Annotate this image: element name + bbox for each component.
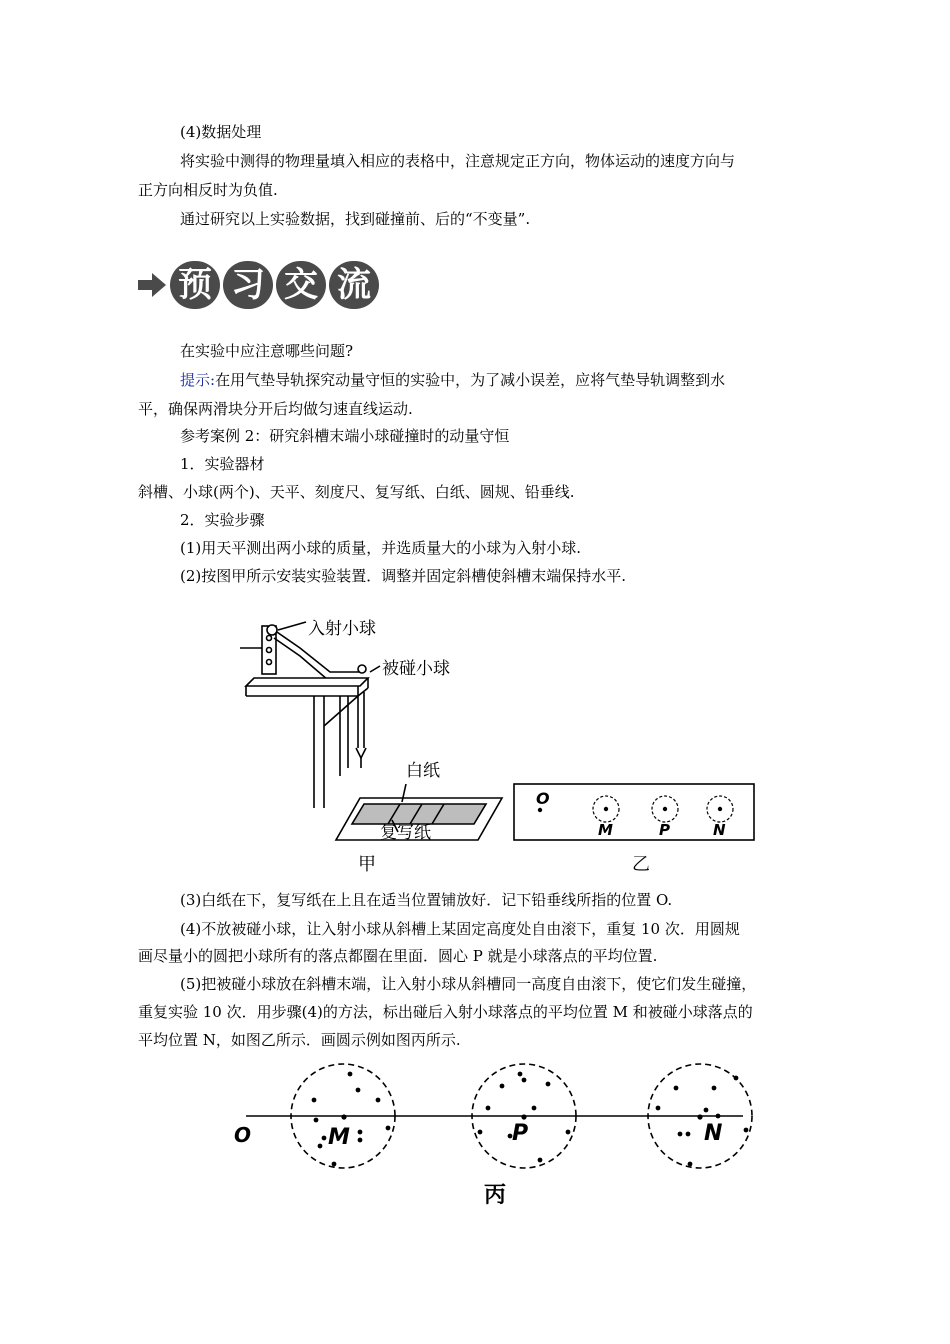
point-m xyxy=(604,807,608,811)
step-4: (4)不放被碰小球，让入射小球从斜槽上某固定高度处自由滚下，重复 10 次．用圆规 xyxy=(180,920,740,938)
paragraph-line: 将实验中测得的物理量填入相应的表格中，注意规定正方向，物体运动的速度方向与 xyxy=(180,152,736,170)
hint-label: 提示: xyxy=(180,371,216,389)
step-2: (2)按图甲所示安装实验装置．调整并固定斜槽使斜槽末端保持水平. xyxy=(180,567,627,585)
label-incident-ball: 入射小球 xyxy=(308,619,376,639)
label-p: P xyxy=(512,1121,529,1146)
arrow-icon xyxy=(138,273,168,297)
figure-circle-example xyxy=(228,1060,763,1210)
case-title: 参考案例 2：研究斜槽末端小球碰撞时的动量守恒 xyxy=(180,427,510,445)
point-o-label: O xyxy=(536,789,550,808)
label-m: M xyxy=(328,1125,350,1150)
steps-heading: 2．实验步骤 xyxy=(180,511,265,529)
figure-landing-points xyxy=(512,780,757,880)
step-1: (1)用天平测出两小球的质量，并选质量大的小球为入射小球. xyxy=(180,539,582,557)
label-target-ball: 被碰小球 xyxy=(382,659,450,679)
step-5: (5)把被碰小球放在斜槽末端，让入射小球从斜槽同一高度自由滚下，使它们发生碰撞， xyxy=(180,975,757,993)
banner-char: 习 xyxy=(223,261,273,309)
hint-text: 在用气垫导轨探究动量守恒的实验中，为了减小误差，应将气垫导轨调整到水 xyxy=(215,371,726,389)
hint-line xyxy=(180,370,725,390)
label-white-paper: 白纸 xyxy=(406,761,440,781)
caption-yi: 乙 xyxy=(632,854,650,875)
section-heading: (4)数据处理 xyxy=(180,123,262,141)
step-3: (3)白纸在下，复写纸在上且在适当位置铺放好．记下铅垂线所指的位置 O. xyxy=(180,891,673,909)
step-4: 画尽量小的圆把小球所有的落点都圈在里面．圆心 P 就是小球落点的平均位置. xyxy=(138,947,658,965)
step-5: 重复实验 10 次．用步骤(4)的方法，标出碰后入射小球落点的平均位置 M 和被碰小球落点的 xyxy=(138,1003,753,1021)
label-m: M xyxy=(598,821,613,839)
step-5: 平均位置 N，如图乙所示．画圆示例如图丙所示. xyxy=(138,1031,461,1049)
equip-heading: 1．实验器材 xyxy=(180,455,265,473)
caption-jia: 甲 xyxy=(358,854,376,875)
point-p xyxy=(663,807,667,811)
equip-list: 斜槽、小球(两个)、天平、刻度尺、复写纸、白纸、圆规、铅垂线. xyxy=(138,483,575,501)
section-banner xyxy=(138,259,378,311)
question: 在实验中应注意哪些问题? xyxy=(180,342,354,360)
label-p: P xyxy=(659,821,670,839)
label-n: N xyxy=(713,821,726,839)
paragraph-line: 通过研究以上实验数据，找到碰撞前、后的“不变量”. xyxy=(180,210,531,228)
point-o xyxy=(538,808,542,812)
banner-char: 流 xyxy=(329,261,379,309)
hint-line: 平，确保两滑块分开后均做匀速直线运动. xyxy=(138,400,413,418)
paragraph-line: 正方向相反时为负值. xyxy=(138,181,278,199)
label-carbon-paper: 复写纸 xyxy=(380,823,431,843)
banner-char: 交 xyxy=(276,261,326,309)
caption-bing: 丙 xyxy=(484,1183,507,1208)
figure-apparatus xyxy=(240,608,520,878)
point-n xyxy=(718,807,722,811)
label-o: O xyxy=(234,1123,252,1147)
label-n: N xyxy=(704,1121,723,1146)
banner-char: 预 xyxy=(170,261,220,309)
